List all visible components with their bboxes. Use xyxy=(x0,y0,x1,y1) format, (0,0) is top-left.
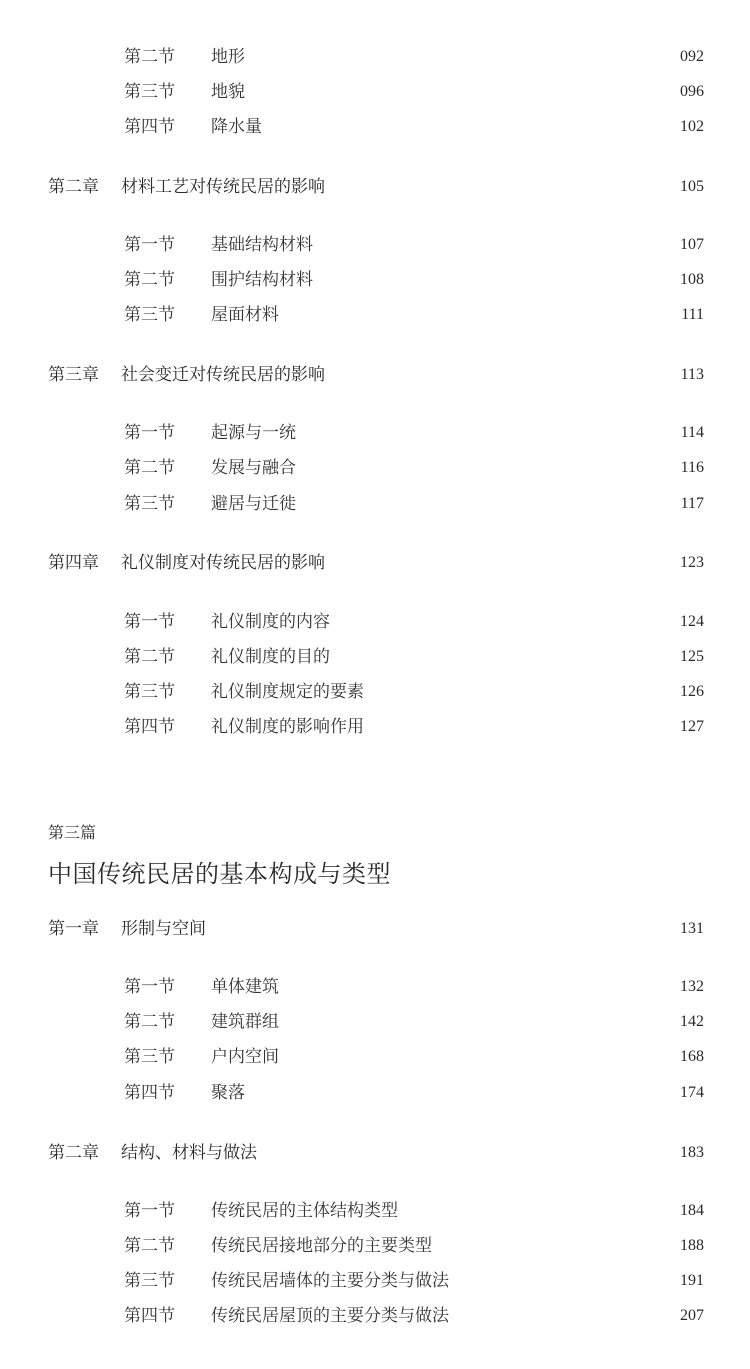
section-number: 第一节 xyxy=(124,977,175,997)
page-number: 092 xyxy=(680,48,704,65)
toc-section-entry[interactable] xyxy=(0,453,750,483)
page-number: 127 xyxy=(680,718,704,735)
page-number: 123 xyxy=(680,554,704,571)
section-number: 第二节 xyxy=(124,647,175,667)
section-title: 基础结构材料 xyxy=(211,235,313,255)
section-title: 传统民居墙体的主要分类与做法 xyxy=(211,1271,449,1291)
toc-chapter-entry[interactable] xyxy=(0,360,750,390)
section-number: 第四节 xyxy=(124,717,175,737)
page-number: 102 xyxy=(680,118,704,135)
section-number: 第一节 xyxy=(124,1201,175,1221)
page-number: 132 xyxy=(680,978,704,995)
toc-chapter-entry[interactable] xyxy=(0,548,750,578)
toc-section-entry[interactable] xyxy=(0,607,750,637)
section-title: 礼仪制度规定的要素 xyxy=(211,682,364,702)
toc-section-entry[interactable] xyxy=(0,1007,750,1037)
section-title: 围护结构材料 xyxy=(211,270,313,290)
page-number: 168 xyxy=(680,1048,704,1065)
section-number: 第四节 xyxy=(124,1083,175,1103)
section-number: 第三节 xyxy=(124,305,175,325)
section-number: 第三节 xyxy=(124,1047,175,1067)
toc-section-entry[interactable] xyxy=(0,112,750,142)
page-number: 096 xyxy=(680,83,704,100)
section-title: 聚落 xyxy=(211,1083,245,1103)
page-number: 183 xyxy=(680,1144,704,1161)
section-title: 发展与融合 xyxy=(211,458,296,478)
section-title: 起源与一统 xyxy=(211,423,296,443)
page-number: 105 xyxy=(680,178,704,195)
section-title: 户内空间 xyxy=(211,1047,279,1067)
section-title: 地形 xyxy=(211,47,245,67)
page-number: 207 xyxy=(680,1307,704,1324)
page-number: 111 xyxy=(681,306,704,323)
toc-section-entry[interactable] xyxy=(0,230,750,260)
section-title: 建筑群组 xyxy=(211,1012,279,1032)
toc-section-entry[interactable] xyxy=(0,1301,750,1331)
section-number: 第二节 xyxy=(124,458,175,478)
section-number: 第二节 xyxy=(124,47,175,67)
chapter-number: 第二章 xyxy=(48,1143,99,1163)
toc-section-entry[interactable] xyxy=(0,489,750,519)
section-title: 礼仪制度的内容 xyxy=(211,612,330,632)
toc-chapter-entry[interactable] xyxy=(0,1138,750,1168)
chapter-number: 第一章 xyxy=(48,919,99,939)
section-number: 第四节 xyxy=(124,1306,175,1326)
chapter-title: 社会变迁对传统民居的影响 xyxy=(121,365,325,385)
section-number: 第一节 xyxy=(124,612,175,632)
part-label: 第三篇 xyxy=(48,823,97,842)
page-number: 108 xyxy=(680,271,704,288)
section-title: 传统民居的主体结构类型 xyxy=(211,1201,398,1221)
page-number: 125 xyxy=(680,648,704,665)
section-number: 第三节 xyxy=(124,494,175,514)
toc-section-entry[interactable] xyxy=(0,972,750,1002)
section-title: 传统民居屋顶的主要分类与做法 xyxy=(211,1306,449,1326)
page-number: 107 xyxy=(680,236,704,253)
toc-section-entry[interactable] xyxy=(0,77,750,107)
chapter-title: 礼仪制度对传统民居的影响 xyxy=(121,553,325,573)
chapter-title: 材料工艺对传统民居的影响 xyxy=(121,177,325,197)
section-title: 单体建筑 xyxy=(211,977,279,997)
page-number: 116 xyxy=(680,459,704,476)
chapter-title: 结构、材料与做法 xyxy=(121,1143,257,1163)
page-number: 113 xyxy=(680,366,704,383)
page-number: 142 xyxy=(680,1013,704,1030)
section-number: 第四节 xyxy=(124,117,175,137)
toc-section-entry[interactable] xyxy=(0,642,750,672)
section-title: 地貌 xyxy=(211,82,245,102)
toc-chapter-entry[interactable] xyxy=(0,914,750,944)
page-number: 114 xyxy=(680,424,704,441)
page-number: 191 xyxy=(680,1272,704,1289)
toc-section-entry[interactable] xyxy=(0,1266,750,1296)
chapter-number: 第四章 xyxy=(48,553,99,573)
toc-section-entry[interactable] xyxy=(0,300,750,330)
page-number: 131 xyxy=(680,920,704,937)
chapter-number: 第三章 xyxy=(48,365,99,385)
page-number: 117 xyxy=(680,495,704,512)
toc-chapter-entry[interactable] xyxy=(0,172,750,202)
section-title: 礼仪制度的目的 xyxy=(211,647,330,667)
section-number: 第二节 xyxy=(124,270,175,290)
toc-section-entry[interactable] xyxy=(0,42,750,72)
section-title: 屋面材料 xyxy=(211,305,279,325)
toc-section-entry[interactable] xyxy=(0,1231,750,1261)
section-number: 第三节 xyxy=(124,1271,175,1291)
part-title: 中国传统民居的基本构成与类型 xyxy=(48,860,391,888)
page-number: 174 xyxy=(680,1084,704,1101)
section-title: 降水量 xyxy=(211,117,262,137)
section-title: 避居与迁徙 xyxy=(211,494,296,514)
section-title: 礼仪制度的影响作用 xyxy=(211,717,364,737)
page-number: 124 xyxy=(680,613,704,630)
section-number: 第二节 xyxy=(124,1012,175,1032)
toc-section-entry[interactable] xyxy=(0,265,750,295)
toc-section-entry[interactable] xyxy=(0,712,750,742)
section-title: 传统民居接地部分的主要类型 xyxy=(211,1236,432,1256)
chapter-number: 第二章 xyxy=(48,177,99,197)
section-number: 第三节 xyxy=(124,82,175,102)
section-number: 第二节 xyxy=(124,1236,175,1256)
section-number: 第三节 xyxy=(124,682,175,702)
toc-section-entry[interactable] xyxy=(0,1042,750,1072)
page-number: 126 xyxy=(680,683,704,700)
toc-section-entry[interactable] xyxy=(0,1196,750,1226)
section-number: 第一节 xyxy=(124,423,175,443)
section-number: 第一节 xyxy=(124,235,175,255)
toc-section-entry[interactable] xyxy=(0,677,750,707)
toc-section-entry[interactable] xyxy=(0,1078,750,1108)
toc-section-entry[interactable] xyxy=(0,418,750,448)
page-number: 188 xyxy=(680,1237,704,1254)
page-number: 184 xyxy=(680,1202,704,1219)
chapter-title: 形制与空间 xyxy=(121,919,206,939)
